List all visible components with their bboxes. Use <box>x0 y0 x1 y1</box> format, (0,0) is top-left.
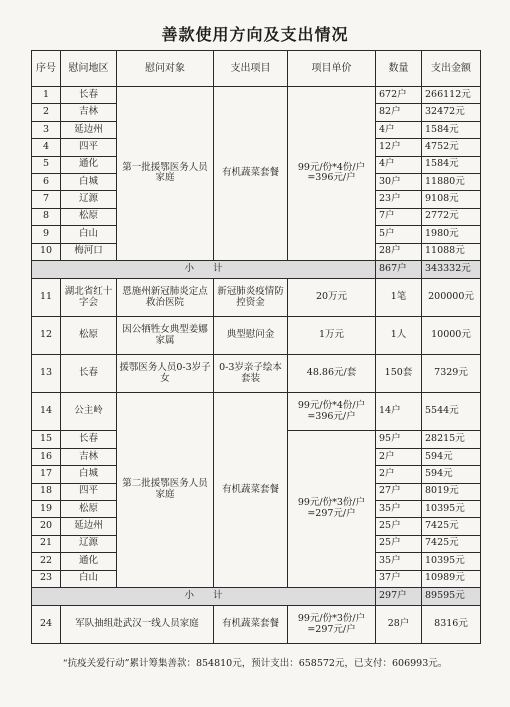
row-no: 12 <box>32 317 61 355</box>
row-amount: 7329元 <box>422 355 481 393</box>
row-qty: 1人 <box>376 317 422 355</box>
row-no: 24 <box>32 606 61 644</box>
row-amount: 1980元 <box>422 226 481 243</box>
row-region: 公主岭 <box>61 393 117 431</box>
row-amount: 594元 <box>422 448 481 465</box>
header-item: 支出项目 <box>214 51 288 87</box>
row-item: 有机蔬菜套餐 <box>214 606 288 644</box>
table-row <box>32 279 481 317</box>
row-qty: 12户 <box>376 139 422 156</box>
row-qty: 672户 <box>376 87 422 104</box>
row-object: 恩施州新冠肺炎定点救治医院 <box>117 279 214 317</box>
table-row <box>32 606 481 644</box>
row-region: 延边州 <box>61 121 117 138</box>
row-region: 白山 <box>61 570 117 587</box>
row-no: 22 <box>32 553 61 570</box>
row-region: 松原 <box>61 317 117 355</box>
row-amount: 11088元 <box>422 243 481 260</box>
row-amount: 11880元 <box>422 173 481 190</box>
row-region: 松原 <box>61 500 117 517</box>
row-amount: 10395元 <box>422 500 481 517</box>
subtotal-label: 小 计 <box>32 587 376 606</box>
row-amount: 200000元 <box>422 279 481 317</box>
row-qty: 27户 <box>376 483 422 500</box>
header-object: 慰问对象 <box>117 51 214 87</box>
row-qty: 1笔 <box>376 279 422 317</box>
subtotal-row <box>32 587 481 606</box>
row-amount: 28215元 <box>422 431 481 448</box>
row-region: 长春 <box>61 431 117 448</box>
row-amount: 8019元 <box>422 483 481 500</box>
row-region: 通化 <box>61 156 117 173</box>
row-qty: 25户 <box>376 518 422 535</box>
row-amount: 7425元 <box>422 535 481 552</box>
table-row <box>32 87 481 104</box>
row-amount: 9108元 <box>422 191 481 208</box>
row-no: 18 <box>32 483 61 500</box>
row-no: 3 <box>32 121 61 138</box>
row-region: 四平 <box>61 483 117 500</box>
group1-unit-price: 99元/份*4份/户=396元/户 <box>288 87 376 261</box>
row-no: 21 <box>32 535 61 552</box>
row-region: 辽源 <box>61 535 117 552</box>
row-object: 军队抽组赴武汉一线人员家庭 <box>61 606 214 644</box>
row-qty: 35户 <box>376 500 422 517</box>
header-price: 项目单价 <box>288 51 376 87</box>
header-qty: 数量 <box>376 51 422 87</box>
row-qty: 5户 <box>376 226 422 243</box>
row-qty: 2户 <box>376 448 422 465</box>
subtotal-qty: 297户 <box>376 587 422 606</box>
row-object: 援鄂医务人员0-3岁子女 <box>117 355 214 393</box>
row-qty: 150套 <box>376 355 422 393</box>
row-qty: 2户 <box>376 466 422 483</box>
summary-footer: “抗疫关爱行动”累计筹集善款：854810元，预计支出：658572元，已支付：606993元。 <box>62 658 448 669</box>
row-price: 1万元 <box>288 317 376 355</box>
row-item: 典型慰问金 <box>214 317 288 355</box>
header-amount: 支出金额 <box>422 51 481 87</box>
row-qty: 82户 <box>376 104 422 121</box>
row-qty: 25户 <box>376 535 422 552</box>
row-no: 23 <box>32 570 61 587</box>
row-region: 延边州 <box>61 518 117 535</box>
row-region: 四平 <box>61 139 117 156</box>
row-no: 5 <box>32 156 61 173</box>
subtotal-qty: 867户 <box>376 260 422 279</box>
row-region: 辽源 <box>61 191 117 208</box>
row-region: 通化 <box>61 553 117 570</box>
row-amount: 10000元 <box>422 317 481 355</box>
subtotal-amount: 89595元 <box>422 587 481 606</box>
row-no: 7 <box>32 191 61 208</box>
row-price: 99元/份*3份/户=297元/户 <box>288 606 376 644</box>
row-region: 吉林 <box>61 448 117 465</box>
header-region: 慰问地区 <box>61 51 117 87</box>
row-qty: 4户 <box>376 121 422 138</box>
group2-item: 有机蔬菜套餐 <box>214 393 288 588</box>
table-row <box>32 317 481 355</box>
row-object: 因公牺牲女典型姜娜家属 <box>117 317 214 355</box>
group2-price-b: 99元/份*3份/户=297元/户 <box>288 431 376 588</box>
header-row <box>32 51 481 87</box>
table-row <box>32 355 481 393</box>
row-no: 14 <box>32 393 61 431</box>
row-no: 9 <box>32 226 61 243</box>
table-row <box>32 393 481 431</box>
row-no: 17 <box>32 466 61 483</box>
row-qty: 37户 <box>376 570 422 587</box>
row-amount: 4752元 <box>422 139 481 156</box>
row-region: 白城 <box>61 466 117 483</box>
row-qty: 30户 <box>376 173 422 190</box>
row-no: 10 <box>32 243 61 260</box>
group2-object: 第二批援鄂医务人员家庭 <box>117 393 214 588</box>
row-no: 8 <box>32 208 61 225</box>
row-amount: 32472元 <box>422 104 481 121</box>
row-qty: 28户 <box>376 606 422 644</box>
group2-price-a: 99元/份*4份/户=396元/户 <box>288 393 376 431</box>
row-amount: 10989元 <box>422 570 481 587</box>
page-title: 善款使用方向及支出情况 <box>161 25 349 44</box>
row-amount: 5544元 <box>422 393 481 431</box>
expenditure-table <box>31 50 481 644</box>
row-amount: 2772元 <box>422 208 481 225</box>
row-no: 11 <box>32 279 61 317</box>
row-price: 20万元 <box>288 279 376 317</box>
row-qty: 4户 <box>376 156 422 173</box>
row-no: 1 <box>32 87 61 104</box>
row-no: 4 <box>32 139 61 156</box>
row-qty: 23户 <box>376 191 422 208</box>
row-no: 13 <box>32 355 61 393</box>
row-amount: 10395元 <box>422 553 481 570</box>
row-qty: 35户 <box>376 553 422 570</box>
row-qty: 28户 <box>376 243 422 260</box>
row-no: 2 <box>32 104 61 121</box>
group1-item: 有机蔬菜套餐 <box>214 87 288 261</box>
row-region: 长春 <box>61 355 117 393</box>
subtotal-amount: 343332元 <box>422 260 481 279</box>
row-no: 15 <box>32 431 61 448</box>
subtotal-row <box>32 260 481 279</box>
row-amount: 1584元 <box>422 156 481 173</box>
row-amount: 7425元 <box>422 518 481 535</box>
row-no: 6 <box>32 173 61 190</box>
row-price: 48.86元/套 <box>288 355 376 393</box>
header-no: 序号 <box>32 51 61 87</box>
row-region: 白城 <box>61 173 117 190</box>
row-item: 0-3岁亲子绘本套装 <box>214 355 288 393</box>
row-qty: 95户 <box>376 431 422 448</box>
row-region: 松原 <box>61 208 117 225</box>
row-amount: 8316元 <box>422 606 481 644</box>
row-item: 新冠肺炎疫情防控资金 <box>214 279 288 317</box>
row-no: 16 <box>32 448 61 465</box>
row-region: 白山 <box>61 226 117 243</box>
row-amount: 1584元 <box>422 121 481 138</box>
row-region: 吉林 <box>61 104 117 121</box>
group1-object: 第一批援鄂医务人员家庭 <box>117 87 214 261</box>
row-region: 梅河口 <box>61 243 117 260</box>
row-region: 长春 <box>61 87 117 104</box>
row-amount: 266112元 <box>422 87 481 104</box>
row-region: 湖北省红十字会 <box>61 279 117 317</box>
row-amount: 594元 <box>422 466 481 483</box>
row-qty: 14户 <box>376 393 422 431</box>
row-no: 20 <box>32 518 61 535</box>
subtotal-label: 小 计 <box>32 260 376 279</box>
row-no: 19 <box>32 500 61 517</box>
row-qty: 7户 <box>376 208 422 225</box>
